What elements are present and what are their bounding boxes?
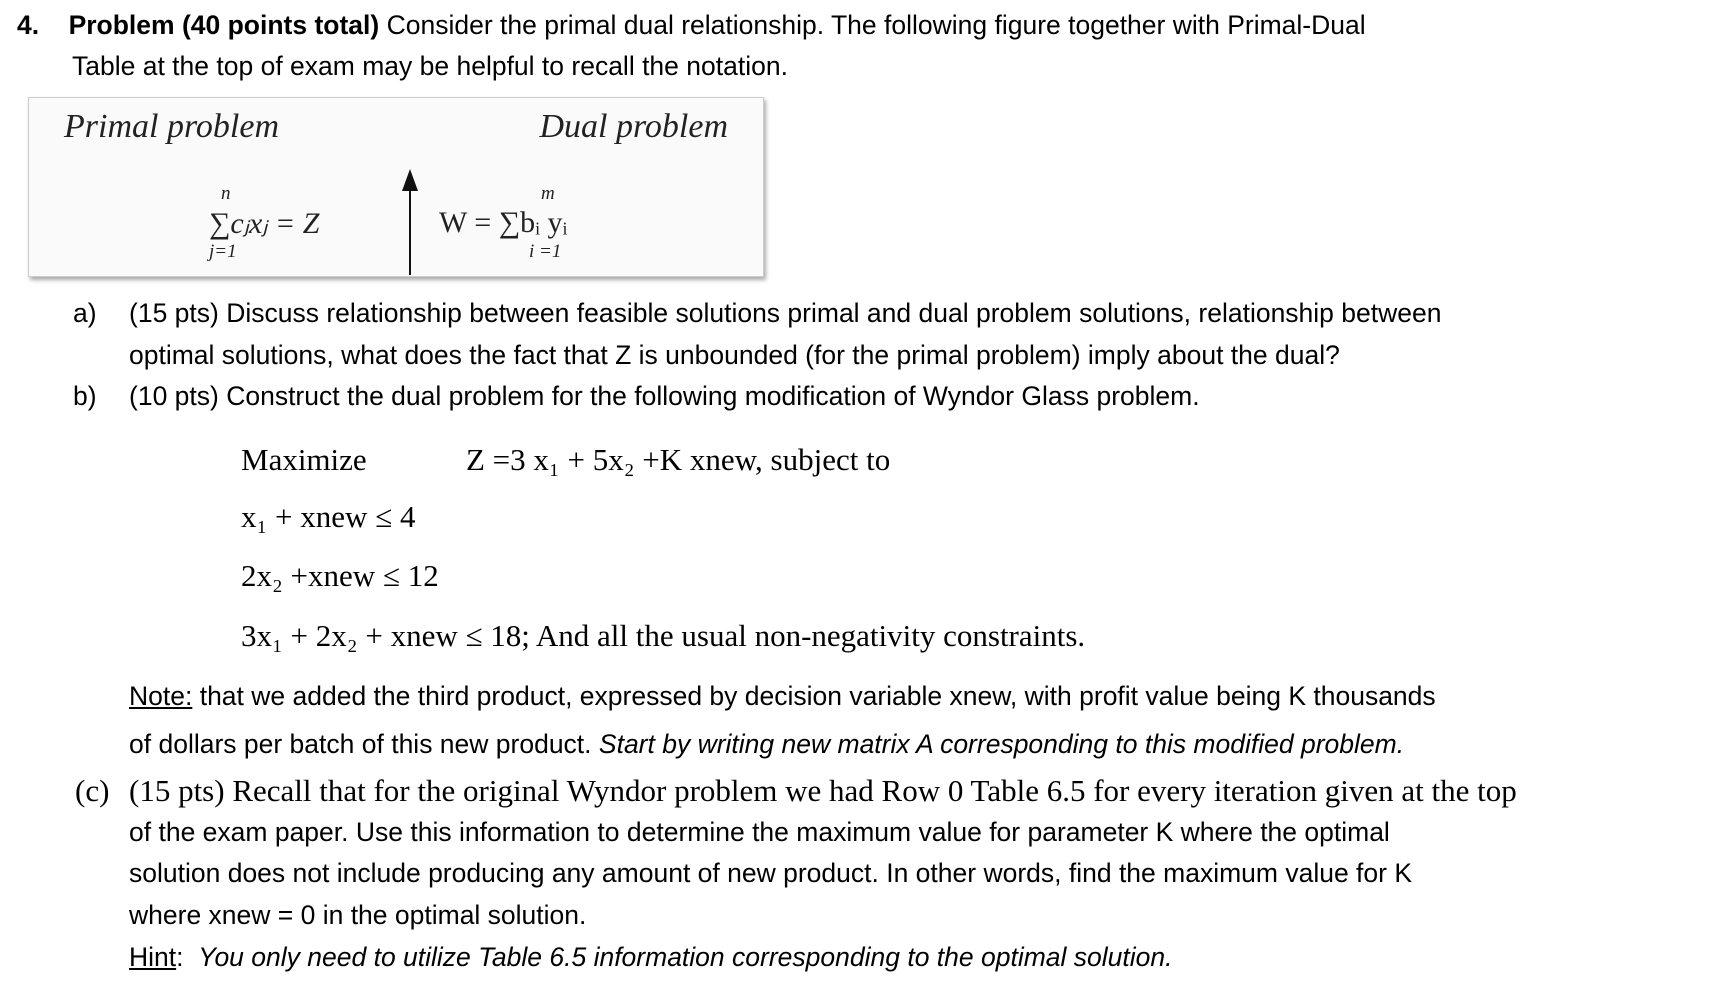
dual-sum-lower: i =1 — [529, 241, 562, 262]
dual-heading: Dual problem — [539, 108, 728, 145]
lp-constraint-1: x₁ + xnew ≤ 4 — [241, 499, 416, 534]
part-c-line4: where xnew = 0 in the optimal solution. — [129, 900, 587, 930]
hint-text: You only need to utilize Table 6.5 information corresponding to the optimal solution. — [198, 942, 1173, 972]
primal-objective: ∑cⱼxⱼ = Z — [209, 207, 320, 240]
lp-objective: Z =3 x₁ + 5x₂ +K xnew, subject to — [466, 442, 891, 477]
hint-line: Hint: You only need to utilize Table 6.5 information corresponding to the optimal solution. — [129, 942, 1173, 972]
question-intro: Consider the primal dual relationship. The following figure together with Primal-Dual — [379, 10, 1366, 40]
note-line1 — [129, 679, 1436, 713]
note-label: Note: — [129, 681, 193, 711]
part-b-label: b) — [73, 381, 97, 411]
dual-sum-upper: m — [541, 183, 555, 204]
lp-constraint-2: 2x₂ +xnew ≤ 12 — [241, 558, 439, 593]
part-c-line3: solution does not include producing any amount of new product. In other words, find the maximum value for K — [129, 858, 1413, 888]
note-text-2: of dollars per batch of this new product. — [129, 729, 599, 759]
lp-maximize: Maximize — [241, 442, 367, 477]
question-title: Problem (40 points total) — [68, 10, 380, 40]
note-line2 — [129, 727, 1404, 761]
part-a-line1: (15 pts) Discuss relationship between feasible solutions primal and dual problem solutions, relationship between — [129, 298, 1442, 328]
primal-sum-lower: j=1 — [209, 241, 237, 262]
part-c-line1: (15 pts) Recall that for the original Wyndor problem we had Row 0 Table 6.5 for every iteration given at the top — [129, 773, 1517, 808]
note-instruction: Start by writing new matrix A corresponding to this modified problem. — [598, 729, 1405, 759]
primal-heading: Primal problem — [64, 108, 280, 145]
dual-objective: W = ∑bᵢ yᵢ — [439, 206, 568, 239]
primal-dual-figure — [28, 97, 764, 277]
question-number: 4. — [17, 10, 40, 40]
note-text: that we added the third product, expressed by decision variable xnew, with profit value being K thousands — [192, 681, 1436, 711]
part-a-label: a) — [73, 298, 97, 328]
part-c-label: (c) — [75, 773, 110, 808]
part-a-line2: optimal solutions, what does the fact that Z is unbounded (for the primal problem) imply about the dual? — [129, 340, 1340, 370]
primal-sum-upper: n — [221, 183, 231, 204]
question-intro-line2: Table at the top of exam may be helpful to recall the notation. — [72, 51, 788, 81]
question-header — [17, 8, 1366, 42]
part-c-line2: of the exam paper. Use this information to determine the maximum value for parameter K where the optimal — [129, 817, 1390, 847]
part-b-text: (10 pts) Construct the dual problem for the following modification of Wyndor Glass problem. — [129, 381, 1200, 411]
hint-label: Hint — [129, 942, 177, 972]
lp-constraint-3: 3x₁ + 2x₂ + xnew ≤ 18; And all the usual non-negativity constraints. — [241, 618, 1086, 653]
arrow-up-icon — [409, 173, 411, 275]
